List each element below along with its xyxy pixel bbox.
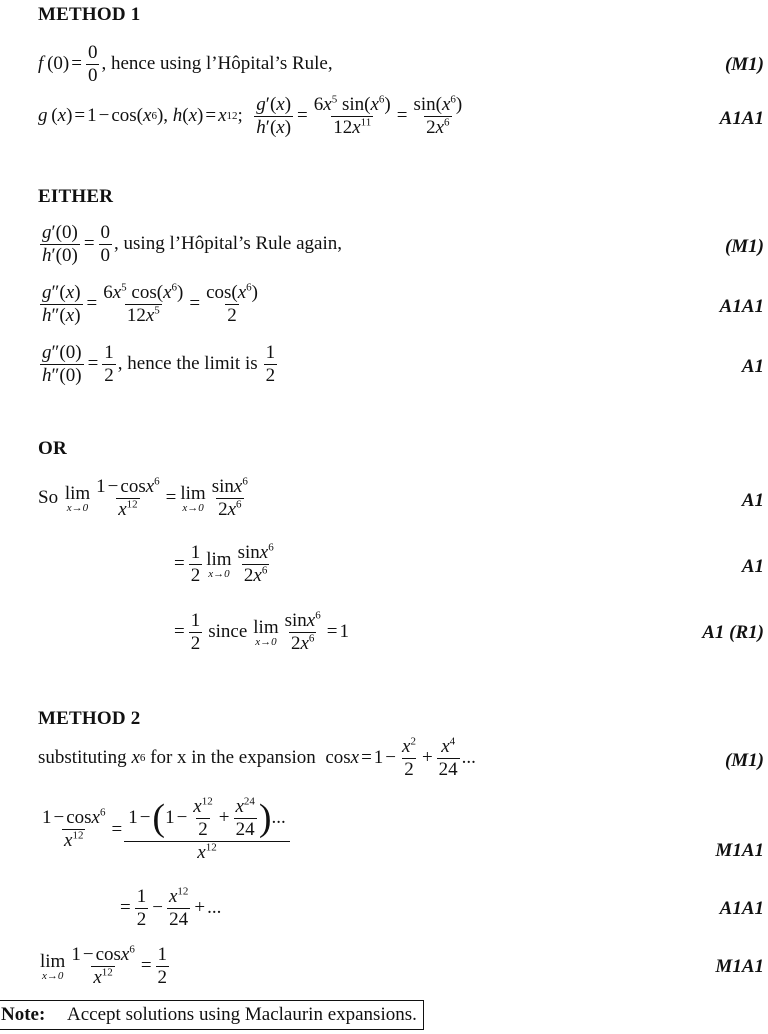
or-mark-3: A1 (R1) <box>702 622 764 643</box>
method2-mark-4: M1A1 <box>715 956 764 977</box>
method2-row-1: substituting x 6 for x in the expansion cos x = 1 − $\frac{x^2}{2}$ + $\frac{x^4}{24}$ ... <box>38 735 476 780</box>
either-mark-2: A1A1 <box>719 296 764 317</box>
method2-mark-1: (M1) <box>724 750 764 771</box>
method2-row-3: = $\frac{1}{2}$ − $\frac{x^{12}}{24}$ + ... <box>120 885 222 930</box>
either-row-3: $\frac{g''(0)}{h''(0)}$ = $\frac{1}{2}$ , hence the limit is $\frac{1}{2}$ <box>42 342 276 386</box>
method1-row-2: g ( x ) = 1 − cos( x 6 ), h ( x ) = x 12 ; $\frac{g'(x)}{h'(x)}$ = $\frac{6x^5 \sin(x^6)}{12x^{11}}$ = $\frac{\sin(x^6)}{2x^6}$ <box>38 93 463 138</box>
method2-row-2: $\frac{1 - \cos x^6}{x^{12}}$ = 1 − ( 1 − $\frac{x^{12}}{2}$ + $\frac{x^{24}}{24}$ ) ... $x^{12}$ <box>38 796 290 864</box>
or-row-2: = $\frac{1}{2}$ lim x→0 $\frac{\sin x^6}{2x^6}$ <box>174 541 274 586</box>
either-row-1: $\frac{g'(0)}{h'(0)}$ = $\frac{0}{0}$ , using l’Hôpital’s Rule again, <box>42 222 343 266</box>
note-label: Note: <box>1 1004 46 1025</box>
either-row-2: $\frac{g''(x)}{h''(x)}$ = $\frac{6x^5 \cos(x^6)}{12x^5}$ = $\frac{\cos(x^6)}{2}$ <box>42 281 258 326</box>
either-row-1-text: , using l’Hôpital’s Rule again, <box>114 233 343 255</box>
either-heading: EITHER <box>38 186 114 207</box>
or-heading: OR <box>38 438 67 459</box>
or-row-3: = $\frac{1}{2}$ since lim x→0 $\frac{\sin x^6}{2x^6}$ = 1 <box>174 609 349 654</box>
or-row-1: So lim x→0 $\frac{1 - \cos x^6}{x^{12}}$ = lim x→0 $\frac{\sin x^6}{2x^6}$ <box>38 475 248 520</box>
or-so-label: So <box>38 487 59 509</box>
note-box <box>0 1000 424 1030</box>
method1-mark-2: A1A1 <box>719 108 764 129</box>
method2-mark-2: M1A1 <box>715 840 764 861</box>
either-mark-3: A1 <box>741 356 764 377</box>
method1-mark-1: (M1) <box>724 54 764 75</box>
method1-row-1-text: , hence using l’Hôpital’s Rule, <box>101 53 333 75</box>
either-row-3-text: , hence the limit is <box>117 353 258 375</box>
method2-heading: METHOD 2 <box>38 708 141 729</box>
method1-row-1: f (0) = $\frac{0}{0}$ , hence using l’Hôpital’s Rule, <box>38 42 333 86</box>
method1-heading: METHOD 1 <box>38 4 141 25</box>
either-mark-1: (M1) <box>724 236 764 257</box>
method2-mark-3: A1A1 <box>719 898 764 919</box>
method2-row-1-lead: substituting <box>38 747 127 769</box>
or-mark-2: A1 <box>741 556 764 577</box>
or-since-label: since <box>208 621 248 643</box>
method2-row-1-mid: for x in the expansion <box>150 747 316 769</box>
note-text: Accept solutions using Maclaurin expansions. <box>67 1004 417 1025</box>
method2-row-4: lim x→0 $\frac{1 - \cos x^6}{x^{12}}$ = $\frac{1}{2}$ <box>40 943 168 988</box>
or-mark-1: A1 <box>741 490 764 511</box>
